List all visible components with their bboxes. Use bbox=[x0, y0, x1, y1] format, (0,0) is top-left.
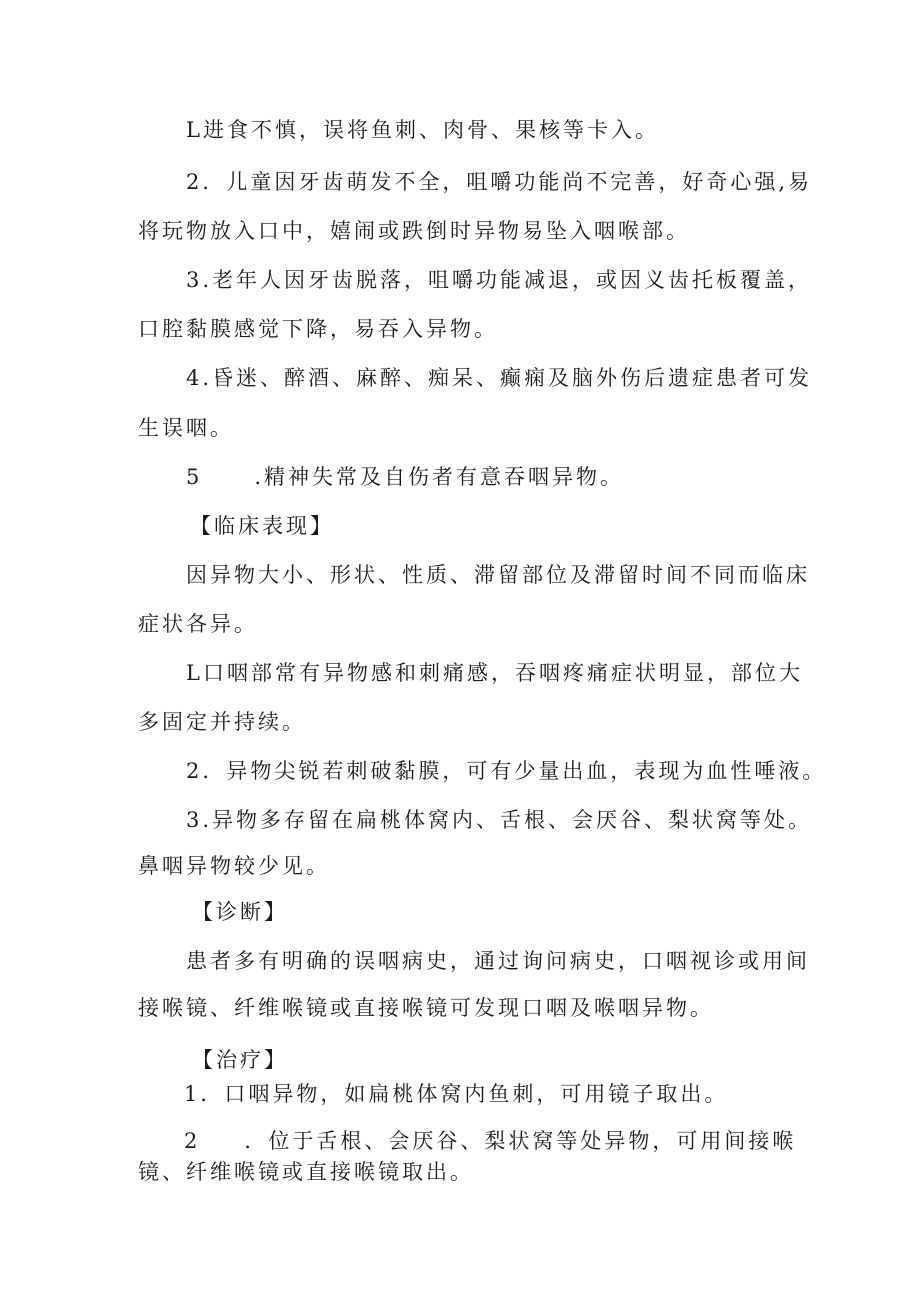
treatment-item-2-line-2: 镜、纤维喉镜或直接喉镜取出。 bbox=[138, 1160, 474, 1184]
section-heading-treatment: 【治疗】 bbox=[192, 1048, 288, 1072]
cause-item-4-line-2: 生误咽。 bbox=[138, 416, 234, 440]
treatment-item-2-line-1 bbox=[184, 1131, 796, 1152]
clinical-item-1-line-1: L口咽部常有异物感和刺痛感，吞咽疼痛症状明显，部位大 bbox=[186, 661, 803, 685]
cause-item-2-line-2: 将玩物放入口中，嬉闹或跌倒时异物易坠入咽喉部。 bbox=[138, 219, 690, 243]
cause-item-3-line-1: 3.老年人因牙齿脱落，咀嚼功能减退，或因义齿托板覆盖， bbox=[186, 268, 813, 292]
cause-item-2-line-1: 2．儿童因牙齿萌发不全，咀嚼功能尚不完善，好奇心强,易 bbox=[186, 170, 813, 194]
diagnosis-text-line-2: 接喉镜、纤维喉镜或直接喉镜可发现口咽及喉咽异物。 bbox=[138, 996, 714, 1020]
section-heading-clinical: 【临床表现】 bbox=[190, 514, 334, 538]
clinical-item-3-line-2: 鼻咽异物较少见。 bbox=[138, 854, 330, 878]
diagnosis-text-line-1: 患者多有明确的误咽病史，通过询问病史，口咽视诊或用间 bbox=[186, 949, 810, 973]
clinical-intro-line-1: 因异物大小、形状、性质、滞留部位及滞留时间不同而临床 bbox=[186, 563, 810, 587]
treatment-item-2-number: 2 bbox=[184, 1129, 201, 1153]
section-heading-diagnosis: 【诊断】 bbox=[192, 900, 288, 924]
cause-item-5-number: 5 bbox=[186, 465, 203, 489]
clinical-intro-line-2: 症状各异。 bbox=[138, 612, 258, 636]
treatment-item-1: 1．口咽异物，如扁桃体窝内鱼刺，可用镜子取出。 bbox=[184, 1082, 729, 1106]
cause-item-3-line-2: 口腔黏膜感觉下降，易吞入异物。 bbox=[138, 317, 498, 341]
cause-item-5 bbox=[186, 467, 624, 488]
clinical-item-1-line-2: 多固定并持续。 bbox=[138, 710, 306, 734]
cause-item-1: L进食不慎，误将鱼刺、肉骨、果核等卡入。 bbox=[186, 118, 659, 142]
treatment-item-2-text: ．位于舌根、会厌谷、梨状窝等处异物，可用间接喉 bbox=[244, 1129, 797, 1153]
clinical-item-3-line-1: 3.异物多存留在扁桃体窝内、舌根、会厌谷、梨状窝等处。 bbox=[186, 808, 813, 832]
cause-item-5-text: .精神失常及自伤者有意吞咽异物。 bbox=[254, 465, 625, 489]
cause-item-4-line-1: 4.昏迷、醉酒、麻醉、痴呆、癫痫及脑外伤后遗症患者可发 bbox=[186, 366, 813, 390]
clinical-item-2: 2．异物尖锐若刺破黏膜，可有少量出血，表现为血性唾液。 bbox=[186, 759, 827, 783]
